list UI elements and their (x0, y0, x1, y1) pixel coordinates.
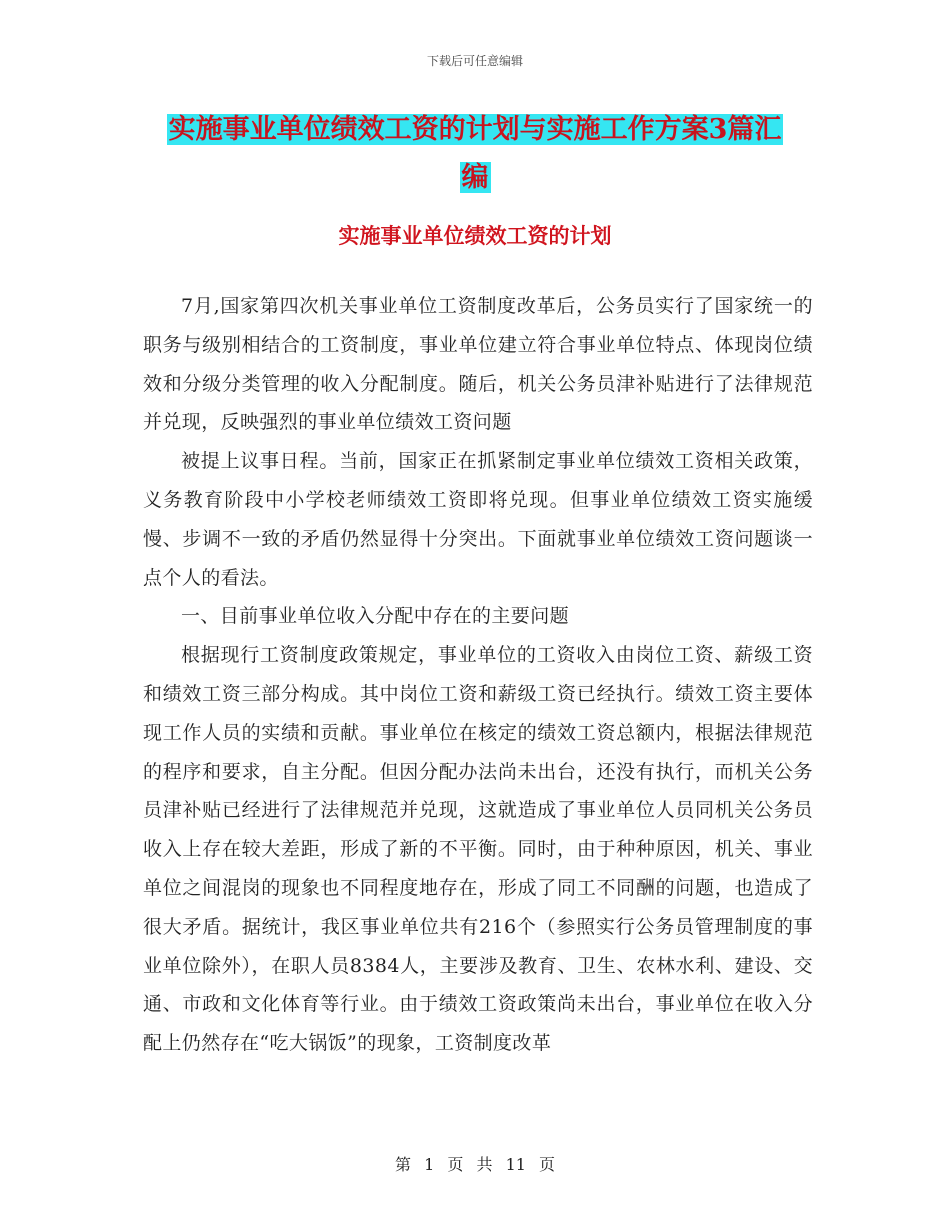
document-title-line-2: 编 (461, 162, 489, 193)
document-title (0, 106, 950, 202)
document-body (143, 287, 813, 1063)
section-title: 实施事业单位绩效工资的计划 (338, 223, 612, 248)
paragraph: 7月,国家第四次机关事业单位工资制度改革后，公务员实行了国家统一的职务与级别相结合的工资制度，事业单位建立符合事业单位特点、体现岗位绩效和分级分类管理的收入分配制度。随后，机关公务员津补贴进行了法律规范并兑现，反映强烈的事业单位绩效工资问题 (143, 295, 813, 434)
page-footer (0, 1152, 950, 1175)
header-note: 下载后可任意编辑 (426, 54, 523, 68)
paragraph: 根据现行工资制度政策规定，事业单位的工资收入由岗位工资、薪级工资和绩效工资三部分构成。其中岗位工资和薪级工资已经执行。绩效工资主要体现工作人员的实绩和贡献。事业单位在核定的绩效工资总额内，根据法律规范的程序和要求，自主分配。但因分配办法尚未出台，还没有执行，而机关公务员津补贴已经进行了法律规范并兑现，这就造成了事业单位人员同机关公务员收入上存在较大差距，形成了新的不平衡。同时，由于种种原因，机关、事业单位之间混岗的现象也不同程度地存在，形成了同工不同酬的问题，也造成了很大矛盾。据统计，我区事业单位共有216个（参照实行公务员管理制度的事业单位除外），在职人员8384人，主要涉及教育、卫生、农林水利、建设、交通、市政和文化体育等行业。由于绩效工资政策尚未出台，事业单位在收入分配上仍然存在“吃大锅饭”的现象，工资制度改革 (143, 644, 813, 1055)
paragraph: 被提上议事日程。当前，国家正在抓紧制定事业单位绩效工资相关政策，义务教育阶段中小学校老师绩效工资即将兑现。但事业单位绩效工资实施缓慢、步调不一致的矛盾仍然显得十分突出。下面就事业单位绩效工资问题谈一点个人的看法。 (143, 450, 813, 589)
document-title-line-1: 实施事业单位绩效工资的计划与实施工作方案3篇汇 (168, 114, 782, 145)
footer-page-number: 1 (424, 1155, 435, 1174)
footer-label-page-unit: 页 (447, 1155, 464, 1174)
paragraph-heading: 一、目前事业单位收入分配中存在的主要问题 (181, 605, 570, 628)
footer-total-pages: 11 (505, 1155, 526, 1174)
footer-label-total-unit: 页 (539, 1155, 556, 1174)
footer-label-page: 第 (394, 1155, 411, 1174)
footer-label-total: 共 (476, 1155, 493, 1174)
